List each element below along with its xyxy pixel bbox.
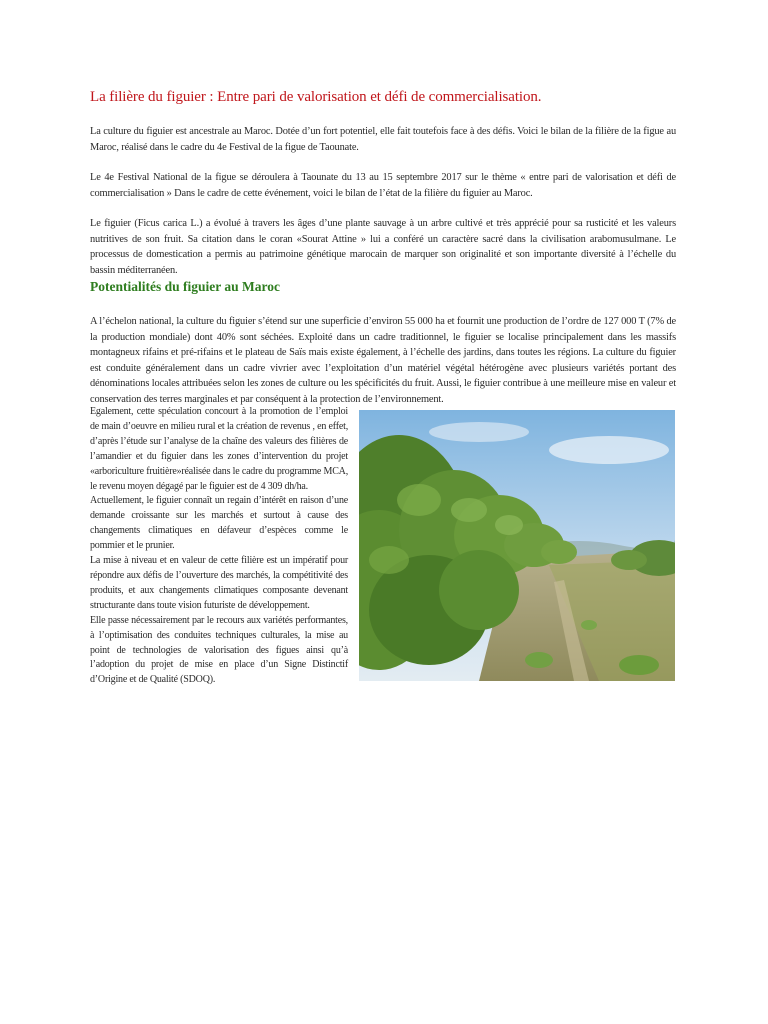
fig-history-paragraph: Le figuier (Ficus carica L.) a évolué à travers les âges d’une plante sauvage à un arbre cultivé et très apprécié pour sa rusticité et les valeurs nutritives de son fruit. Sa citation dans le coran «Sourat Attine » lui a conféré un caractère sacré dans la civilisation arabomusulmane. Le processus de domestication a permis au patrimoine génétique marocain de marquer son originalité et son importante diversité à l’échelle du bassin méditerranéen.	[90, 218, 676, 276]
fig-orchard-photo	[359, 410, 675, 681]
section-paragraph: A l’échelon national, la culture du figuier s’étend sur une superficie d’environ 55 000 ha et fournit une production de l’ordre de 127 000 T (7% de la production mondiale) dont 40% sont séchées. Exploité dans un cadre traditionnel, le figuier se localise principalement dans les massifs montagneux rifains et pré-rifains et le plateau de Saïs mais existe également, à l’échelle des jardins, dans toutes les régions. La culture du figuier est conduite généralement dans un cadre vivrier avec l’exploitation d’un matériel végétal hétérogène avec plusieurs variétés portant des dénominations locales attribuées selon les zones de culture ou les spécificités du fruit. Aussi, le figuier contribue à une meilleure mise en valeur et conservation des terres marginales et par conséquent à la protection de l’environnement.	[90, 316, 676, 405]
sdoq-paragraph: Elle passe nécessairement par le recours aux variétés performantes, à l’optimisation des conduites techniques culturales, la mise au point de technologies de valorisation des figues ainsi qu’à l’adoption du projet de mise en place d’un Signe Distinctif d’Origine et de Qualité (SDOQ).	[90, 614, 348, 686]
intro-paragraph: La culture du figuier est ancestrale au Maroc. Dotée d’un fort potentiel, elle fait toutefois face à des défis. Voici le bilan de la filière de la figue au Maroc, réalisé dans le cadre du 4e Festival de la figue de Taounate.	[90, 126, 676, 153]
renewed-interest-paragraph: Actuellement, le figuier connaît un regain d’intérêt en raison d’une demande croissante sur les marchés et surtout à cause des changements climatiques en défaveur d’espèces comme le pommier et le prunier.	[90, 495, 348, 552]
festival-paragraph: Le 4e Festival National de la figue se déroulera à Taounate du 13 au 15 septembre 2017 sur le thème « entre pari de valorisation et défi de commercialisation » Dans le cadre de cette événement, voici le bilan de l’état de la filière du figuier au Maroc.	[90, 172, 676, 199]
employment-paragraph: Egalement, cette spéculation concourt à la promotion de l’emploi de main d’oeuvre en milieu rural et la création de revenus , en effet, d’après l’étude sur l’analyse de la chaîne des valeurs des filières de l’amandier et du figuier dans les zones d’intervention du projet «arboriculture fruitière»réalisée dans le cadre du programme MCA, le revenu moyen dégagé par le figuier est de 4 309 dh/ha.	[90, 406, 348, 492]
section-title: Potentialités du figuier au Maroc	[90, 279, 280, 294]
upgrade-paragraph: La mise à niveau et en valeur de cette filière est un impératif pour répondre aux défis de l’ouverture des marchés, la compétitivité des produits, et aux changements climatiques composante devenant structurante dans toute vision futuriste de développement.	[90, 555, 348, 611]
left-column-text	[90, 405, 348, 688]
article-title: La filière du figuier : Entre pari de valorisation et défi de commercialisation.	[90, 89, 542, 105]
